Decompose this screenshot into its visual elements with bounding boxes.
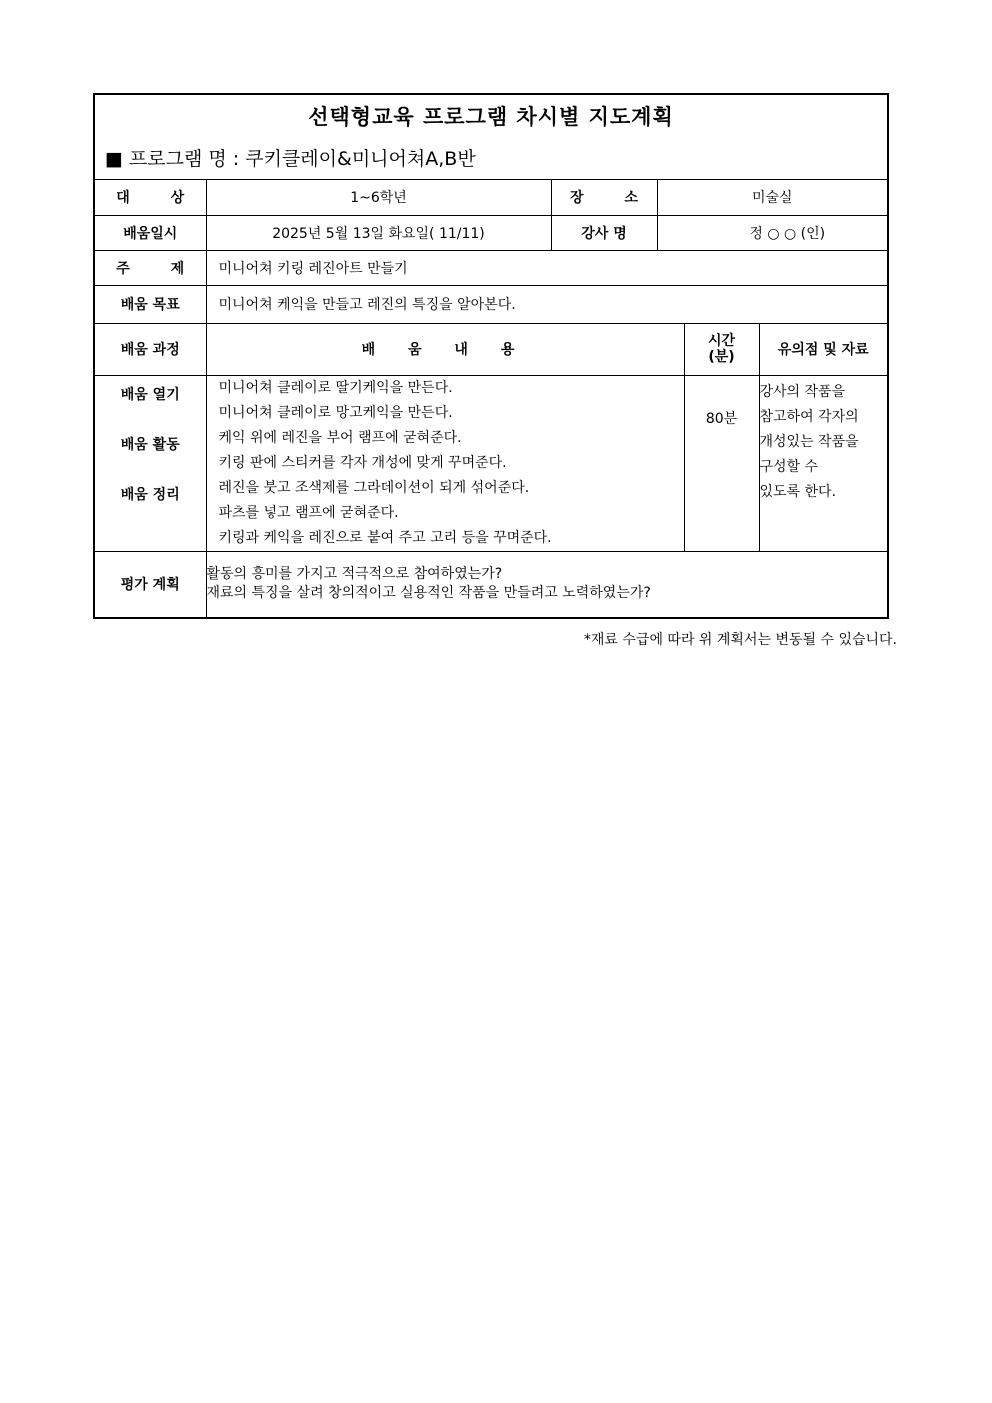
date-label: 배움일시 (95, 215, 206, 250)
content-header: 배 움 내 용 (206, 323, 684, 375)
topic-label: 주 제 (95, 250, 206, 285)
notes-header: 유의점 및 자료 (759, 323, 887, 375)
step-activity: 배움 활동 (120, 436, 180, 453)
place-value: 미술실 (657, 180, 887, 215)
notes-line: 강사의 작품을 (759, 383, 846, 400)
step-wrapup: 배움 정리 (120, 486, 180, 503)
program-name-row (95, 139, 887, 180)
notes-line: 참고하여 각자의 (759, 408, 859, 425)
lesson-plan-frame (93, 93, 889, 619)
time-header: 시간 (분) (684, 323, 759, 375)
content-line: 미니어쳐 클레이로 망고케익을 만든다. (218, 404, 453, 421)
process-steps (95, 375, 206, 551)
plan-table (95, 180, 887, 617)
page-title: 선택형교육 프로그램 차시별 지도계획 (308, 105, 674, 129)
footnote: *재료 수급에 따라 위 계획서는 변동될 수 있습니다. (583, 632, 897, 648)
content-line: 파츠를 넣고 램프에 굳혀준다. (218, 504, 399, 521)
target-label: 대 상 (95, 180, 206, 215)
target-value: 1~6학년 (206, 180, 551, 215)
goal-label: 배움 목표 (95, 285, 206, 323)
topic-value: 미니어쳐 키링 레진아트 만들기 (206, 250, 887, 285)
notes-line: 개성있는 작품을 (759, 433, 859, 450)
evaluation-label: 평가 계획 (95, 551, 206, 617)
goal-value: 미니어쳐 케익을 만들고 레진의 특징을 알아본다. (206, 285, 887, 323)
content-line: 키링과 케익을 레진으로 붙여 주고 고리 등을 꾸며준다. (218, 529, 552, 546)
place-label: 장 소 (551, 180, 657, 215)
notes-content (759, 375, 887, 551)
date-value: 2025년 5월 13일 화요일( 11/11) (206, 215, 551, 250)
step-open: 배움 열기 (120, 386, 180, 403)
instructor-label: 강사 명 (551, 215, 657, 250)
content-line: 미니어쳐 클레이로 딸기케익을 만든다. (218, 379, 453, 396)
instructor-value: 정 ○ ○ (인) (657, 215, 887, 250)
content-line: 레진을 붓고 조색제를 그라데이션이 되게 섞어준다. (218, 479, 530, 496)
notes-line: 구성할 수 (759, 458, 819, 475)
process-header: 배움 과정 (95, 323, 206, 375)
evaluation-line: 재료의 특징을 살려 창의적이고 실용적인 작품을 만들려고 노력하였는가? (206, 585, 651, 602)
lesson-plan-page (93, 93, 897, 649)
notes-line: 있도록 한다. (759, 483, 837, 500)
square-bullet-icon: ■ (105, 148, 123, 170)
program-name: 프로그램 명 : 쿠키클레이&미니어쳐A,B반 (128, 148, 476, 170)
content-line: 케익 위에 레진을 부어 램프에 굳혀준다. (218, 429, 462, 446)
time-value: 80분 (684, 375, 759, 551)
process-content (206, 375, 684, 551)
content-line: 키링 판에 스티커를 각자 개성에 맞게 꾸며준다. (218, 454, 507, 471)
evaluation-line: 활동의 흥미를 가지고 적극적으로 참여하였는가? (206, 566, 503, 583)
evaluation-content (206, 551, 887, 617)
